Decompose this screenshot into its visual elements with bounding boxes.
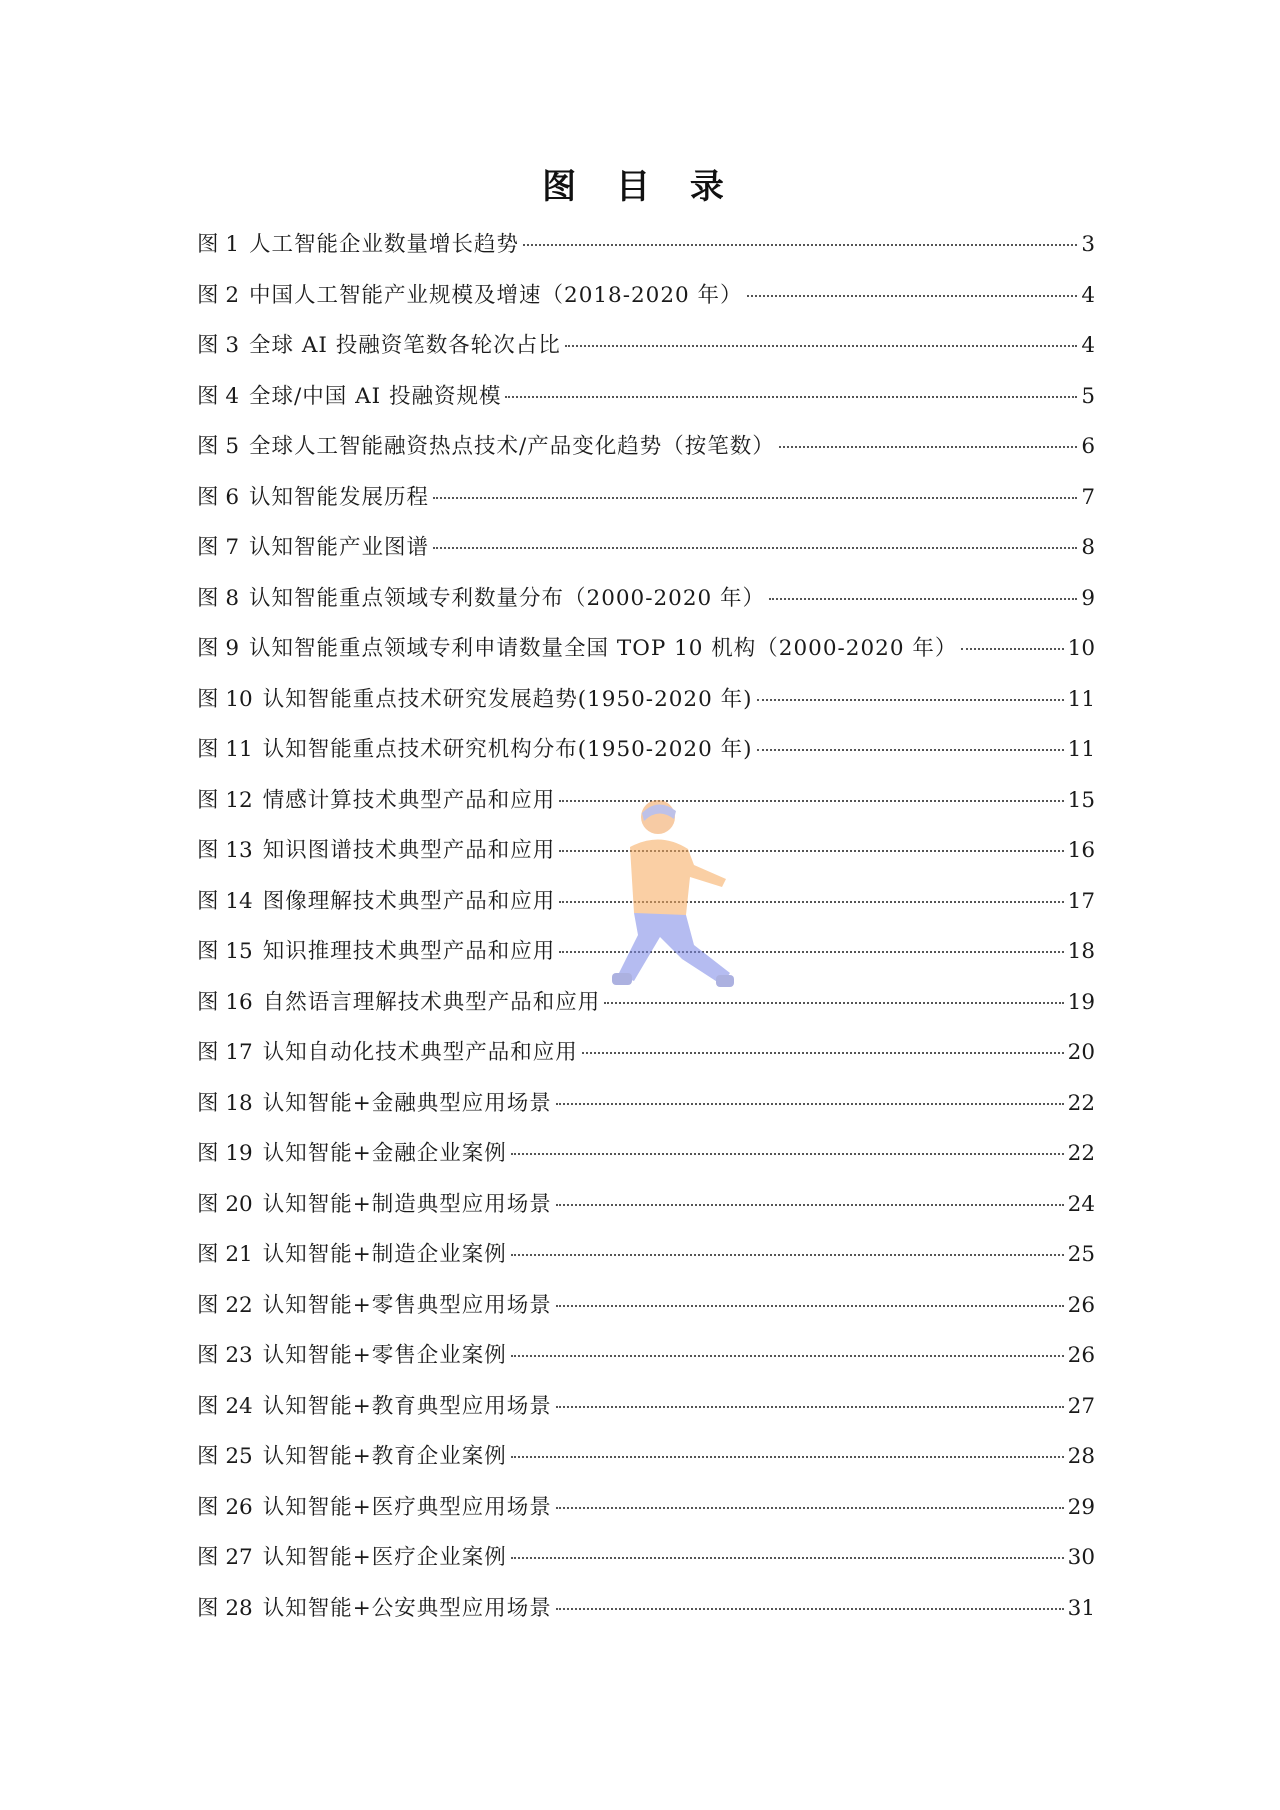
figure-list [197,230,1095,1644]
toc-entry[interactable] [197,1594,1095,1645]
dot-leader [556,1406,1064,1408]
dot-leader [565,345,1078,347]
figure-title: 图像理解技术典型产品和应用 [262,888,556,914]
dot-leader [559,901,1063,903]
figure-title: 认知智能产业图谱 [249,535,430,560]
dot-leader [511,1456,1064,1458]
page-number: 27 [1067,1393,1095,1419]
figure-title: 认知智能+教育企业案例 [262,1444,507,1469]
page-number: 6 [1081,434,1095,459]
figure-number: 图 9 [197,636,240,661]
figure-number: 图 17 [197,1040,253,1065]
page-number: 26 [1067,1343,1095,1368]
figure-number: 图 16 [197,989,253,1015]
toc-entry[interactable] [197,1543,1095,1594]
figure-title: 认知智能重点技术研究发展趋势(1950-2020 年) [262,686,753,712]
dot-leader [779,446,1078,448]
page-number: 31 [1067,1595,1095,1621]
toc-entry[interactable] [197,1442,1095,1493]
dot-leader [556,1204,1064,1206]
toc-entry[interactable] [197,786,1095,837]
figure-number: 图 13 [197,838,253,863]
figure-title: 认知智能+公安典型应用场景 [262,1595,552,1621]
dot-leader [511,1153,1064,1155]
figure-number: 图 15 [197,939,253,964]
figure-number: 图 2 [197,282,240,308]
figure-number: 图 25 [197,1444,253,1469]
toc-entry[interactable] [197,1341,1095,1392]
toc-entry[interactable] [197,382,1095,433]
figure-title: 认知智能+零售典型应用场景 [262,1292,552,1318]
dot-leader [604,1002,1063,1004]
figure-number: 图 10 [197,686,253,712]
figure-title: 情感计算技术典型产品和应用 [262,787,556,813]
page-number: 11 [1067,737,1095,762]
dot-leader [556,1507,1064,1509]
dot-leader [433,547,1077,549]
figure-title: 全球人工智能融资热点技术/产品变化趋势（按笔数） [249,434,775,459]
figure-number: 图 4 [197,383,240,409]
figure-title: 认知智能+金融企业案例 [262,1141,507,1166]
dot-leader [511,1557,1064,1559]
figure-number: 图 7 [197,535,240,560]
figure-title: 认知自动化技术典型产品和应用 [262,1040,578,1065]
toc-entry[interactable] [197,836,1095,887]
toc-entry[interactable] [197,1089,1095,1140]
figure-number: 图 12 [197,787,253,813]
page-number: 22 [1067,1141,1095,1166]
dot-leader [556,1608,1064,1610]
page-number: 15 [1067,787,1095,813]
page-number: 18 [1067,939,1095,964]
figure-title: 认知智能+制造企业案例 [262,1242,507,1267]
toc-entry[interactable] [197,230,1095,281]
toc-entry[interactable] [197,634,1095,685]
page-number: 30 [1067,1545,1095,1570]
toc-entry[interactable] [197,1139,1095,1190]
page-number: 24 [1067,1191,1095,1217]
dot-leader [559,800,1063,802]
toc-entry[interactable] [197,1392,1095,1443]
page-number: 4 [1081,333,1095,358]
dot-leader [523,244,1077,246]
page-number: 4 [1081,282,1095,308]
page-number: 26 [1067,1292,1095,1318]
toc-entry[interactable] [197,735,1095,786]
figure-title: 中国人工智能产业规模及增速（2018-2020 年） [249,282,743,308]
toc-entry[interactable] [197,1190,1095,1241]
dot-leader [747,295,1078,297]
figure-title: 人工智能企业数量增长趋势 [249,232,520,257]
page-number: 8 [1081,535,1095,560]
figure-number: 图 24 [197,1393,253,1419]
figure-title: 认知智能+零售企业案例 [262,1343,507,1368]
figure-number: 图 18 [197,1090,253,1116]
figure-title: 认知智能+教育典型应用场景 [262,1393,552,1419]
toc-entry[interactable] [197,483,1095,534]
dot-leader [769,598,1077,600]
figure-title: 自然语言理解技术典型产品和应用 [262,989,601,1015]
toc-entry[interactable] [197,584,1095,635]
toc-entry[interactable] [197,1038,1095,1089]
toc-entry[interactable] [197,685,1095,736]
figure-number: 图 27 [197,1545,253,1570]
figure-number: 图 14 [197,888,253,914]
dot-leader [559,850,1063,852]
figure-number: 图 21 [197,1242,253,1267]
figure-number: 图 11 [197,737,253,762]
figure-number: 图 20 [197,1191,253,1217]
figure-title: 全球/中国 AI 投融资规模 [249,383,502,409]
figure-title: 认知智能+金融典型应用场景 [262,1090,552,1116]
dot-leader [559,951,1063,953]
figure-number: 图 6 [197,484,240,510]
page-number: 20 [1067,1040,1095,1065]
page-number: 3 [1081,232,1095,257]
figure-title: 知识图谱技术典型产品和应用 [262,838,556,863]
page-number: 28 [1067,1444,1095,1469]
figure-number: 图 1 [197,232,240,257]
figure-number: 图 8 [197,585,240,611]
toc-entry[interactable] [197,1240,1095,1291]
toc-entry[interactable] [197,1291,1095,1342]
page-number: 10 [1067,636,1095,661]
figure-title: 认知智能重点技术研究机构分布(1950-2020 年) [262,737,753,762]
figure-number: 图 3 [197,333,240,358]
page-title: 图 目 录 [542,167,738,207]
toc-entry[interactable] [197,937,1095,988]
page-number: 19 [1067,989,1095,1015]
dot-leader [556,1305,1064,1307]
page-number: 29 [1067,1494,1095,1520]
toc-entry[interactable] [197,533,1095,584]
dot-leader [757,699,1064,701]
dot-leader [505,396,1077,398]
dot-leader [961,648,1063,650]
page-number: 11 [1067,686,1095,712]
figure-title: 认知智能重点领域专利申请数量全国 TOP 10 机构（2000-2020 年） [249,636,958,661]
dot-leader [582,1052,1064,1054]
toc-entry[interactable] [197,887,1095,938]
figure-number: 图 22 [197,1292,253,1318]
page-number: 7 [1081,484,1095,510]
page-number: 25 [1067,1242,1095,1267]
figure-title: 全球 AI 投融资笔数各轮次占比 [249,333,561,358]
toc-entry[interactable] [197,432,1095,483]
page-number: 5 [1081,383,1095,409]
dot-leader [433,497,1077,499]
figure-number: 图 26 [197,1494,253,1520]
page-number: 17 [1067,888,1095,914]
figure-title: 认知智能+医疗企业案例 [262,1545,507,1570]
figure-title: 认知智能发展历程 [249,484,430,510]
figure-title: 认知智能+医疗典型应用场景 [262,1494,552,1520]
figure-title: 认知智能重点领域专利数量分布（2000-2020 年） [249,585,766,611]
toc-entry[interactable] [197,1493,1095,1544]
dot-leader [757,749,1064,751]
figure-title: 知识推理技术典型产品和应用 [262,939,556,964]
page-number: 9 [1081,585,1095,611]
toc-entry[interactable] [197,988,1095,1039]
dot-leader [511,1254,1064,1256]
dot-leader [556,1103,1064,1105]
toc-entry[interactable] [197,281,1095,332]
dot-leader [511,1355,1064,1357]
figure-number: 图 5 [197,434,240,459]
toc-entry[interactable] [197,331,1095,382]
figure-number: 图 28 [197,1595,253,1621]
figure-number: 图 23 [197,1343,253,1368]
page-number: 22 [1067,1090,1095,1116]
figure-number: 图 19 [197,1141,253,1166]
figure-title: 认知智能+制造典型应用场景 [262,1191,552,1217]
page-number: 16 [1067,838,1095,863]
